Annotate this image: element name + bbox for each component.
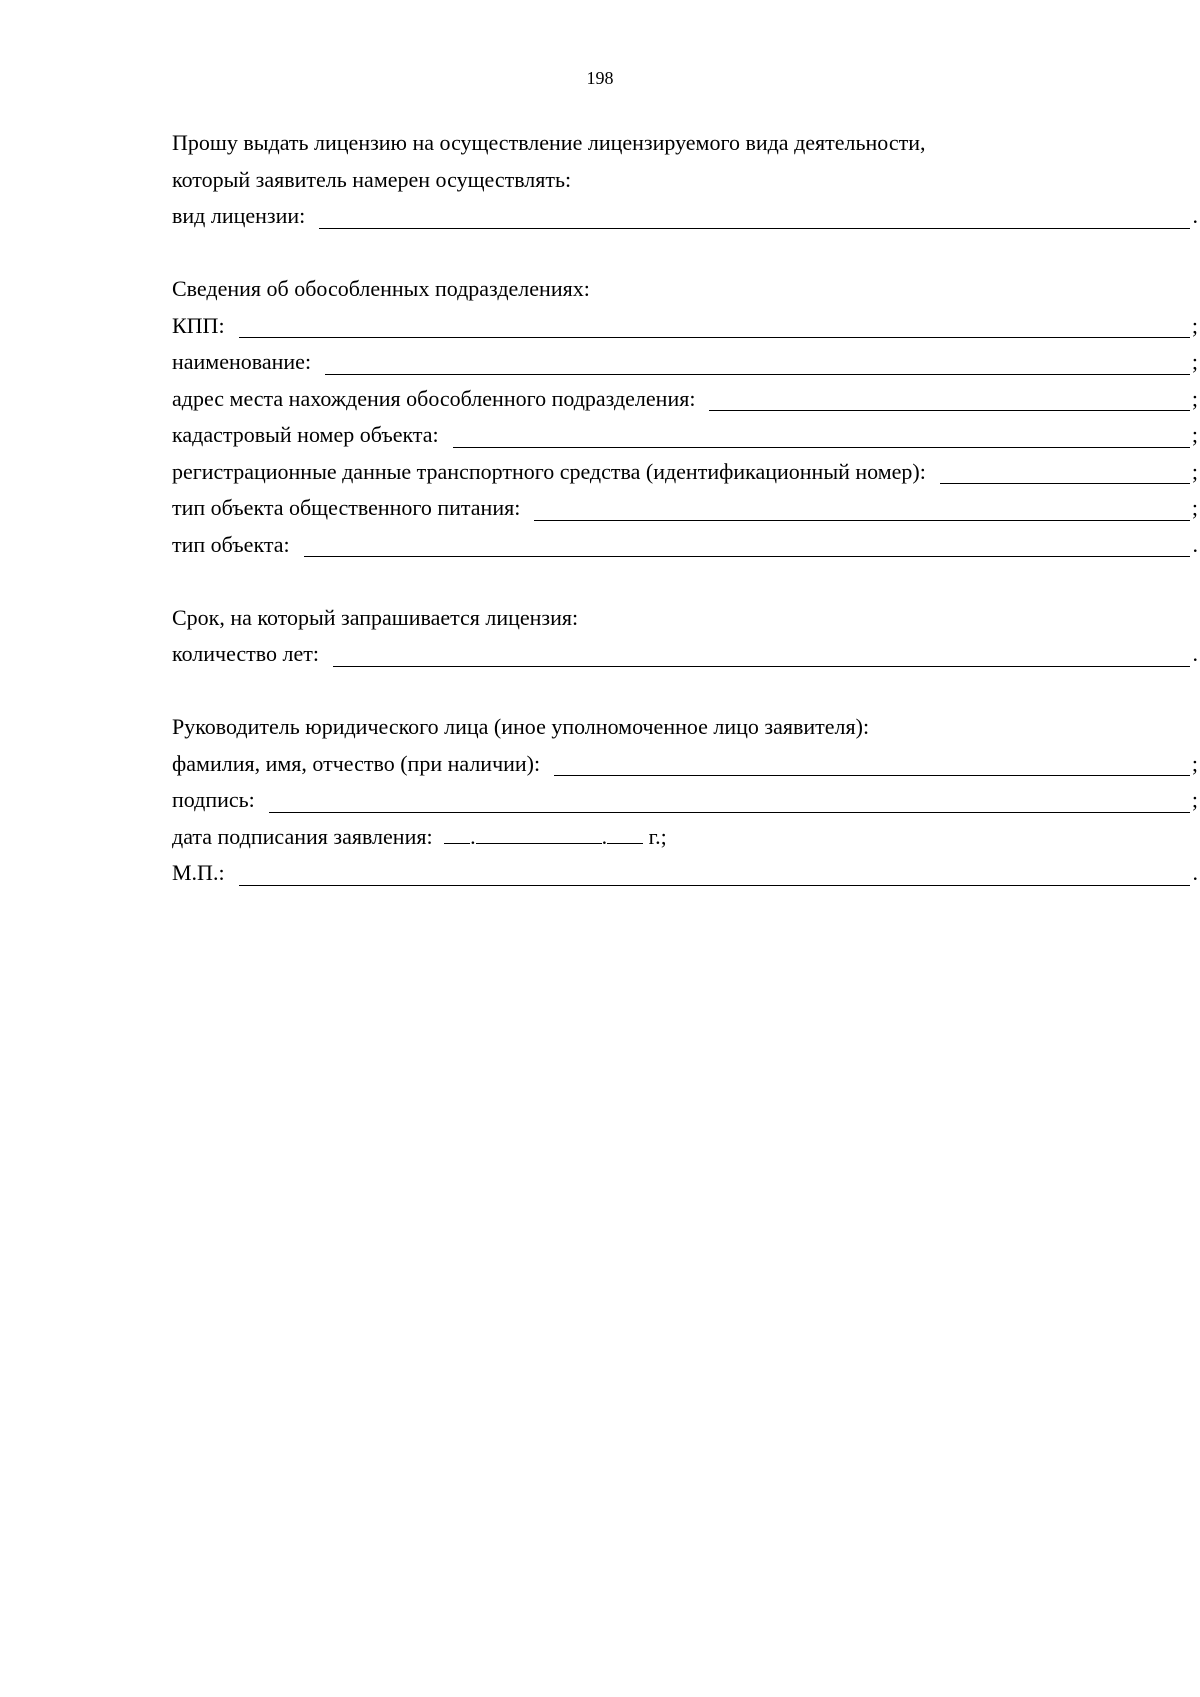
subdivisions-heading: Сведения об обособленных подразделениях: xyxy=(172,276,590,301)
sign-date-separator: . xyxy=(601,823,608,849)
cadastral-label: кадастровый номер объекта: xyxy=(172,422,439,447)
kpp-label: КПП: xyxy=(172,312,225,338)
intro-line-1 xyxy=(172,125,1198,162)
object-type-field[interactable] xyxy=(304,534,1190,557)
years-row xyxy=(172,636,1198,673)
term-heading-row xyxy=(172,600,1198,637)
head-heading: Руководитель юридического лица (иное уполномоченное лицо заявителя): xyxy=(172,714,870,739)
sign-date-day-field[interactable] xyxy=(444,823,470,844)
kpp-row xyxy=(172,308,1198,345)
signature-end: ; xyxy=(1191,787,1198,812)
sign-date-separator: . xyxy=(470,823,476,849)
years-label: количество лет: xyxy=(172,641,319,666)
license-kind-label: вид лицензии: xyxy=(172,203,306,228)
vehicle-row xyxy=(172,454,1198,491)
spacer xyxy=(172,235,1198,272)
spacer xyxy=(172,563,1198,600)
signature-row xyxy=(172,782,1198,819)
sign-date-row xyxy=(172,819,1198,856)
intro-text-1: Прошу выдать лицензию на осуществление лицензируемого вида деятельности, xyxy=(172,130,926,155)
page-number: 198 xyxy=(586,68,614,88)
vehicle-label: регистрационные данные транспортного средства (идентификационный номер): xyxy=(172,458,926,484)
kpp-end: ; xyxy=(1191,312,1198,338)
sign-date-year-field[interactable] xyxy=(607,823,643,844)
signature-field[interactable] xyxy=(269,790,1190,813)
subdivisions-heading-row xyxy=(172,271,1198,308)
signature-label: подпись: xyxy=(172,787,255,812)
head-heading-row xyxy=(172,709,1198,746)
stamp-field[interactable] xyxy=(239,863,1190,886)
license-kind-field[interactable] xyxy=(319,206,1190,229)
name-end: ; xyxy=(1191,349,1198,374)
address-label: адрес места нахождения обособленного подразделения: xyxy=(172,385,696,411)
sign-date xyxy=(172,819,667,856)
sign-date-suffix: г.; xyxy=(648,823,667,849)
catering-type-field[interactable] xyxy=(534,498,1190,521)
catering-type-row xyxy=(172,490,1198,527)
cadastral-field[interactable] xyxy=(453,425,1190,448)
kpp-field[interactable] xyxy=(239,315,1190,338)
vehicle-field[interactable] xyxy=(940,461,1190,484)
application-form xyxy=(172,125,1198,892)
years-end: . xyxy=(1192,641,1198,666)
license-kind-row xyxy=(172,198,1198,235)
fio-field[interactable] xyxy=(554,753,1190,776)
object-type-label: тип объекта: xyxy=(172,531,290,557)
name-row xyxy=(172,344,1198,381)
address-end: ; xyxy=(1191,385,1198,411)
stamp-row xyxy=(172,855,1198,892)
license-kind-end: . xyxy=(1192,203,1198,228)
spacer xyxy=(172,673,1198,710)
years-field[interactable] xyxy=(333,644,1190,667)
cadastral-end: ; xyxy=(1191,422,1198,447)
intro-line-2 xyxy=(172,162,1198,199)
cadastral-row xyxy=(172,417,1198,454)
object-type-row xyxy=(172,527,1198,564)
object-type-end: . xyxy=(1192,531,1198,557)
fio-row xyxy=(172,746,1198,783)
intro-text-2: который заявитель намерен осуществлять: xyxy=(172,166,572,192)
name-field[interactable] xyxy=(325,352,1190,375)
stamp-label: М.П.: xyxy=(172,860,225,885)
catering-type-end: ; xyxy=(1191,495,1198,520)
sign-date-month-field[interactable] xyxy=(476,823,602,844)
name-label: наименование: xyxy=(172,349,312,374)
address-row xyxy=(172,381,1198,418)
fio-end: ; xyxy=(1191,750,1198,776)
stamp-end: . xyxy=(1192,860,1198,885)
address-field[interactable] xyxy=(709,388,1190,411)
catering-type-label: тип объекта общественного питания: xyxy=(172,495,521,520)
fio-label: фамилия, имя, отчество (при наличии): xyxy=(172,750,541,776)
sign-date-label: дата подписания заявления: xyxy=(172,823,433,849)
term-heading: Срок, на который запрашивается лицензия: xyxy=(172,604,579,630)
vehicle-end: ; xyxy=(1191,458,1198,484)
